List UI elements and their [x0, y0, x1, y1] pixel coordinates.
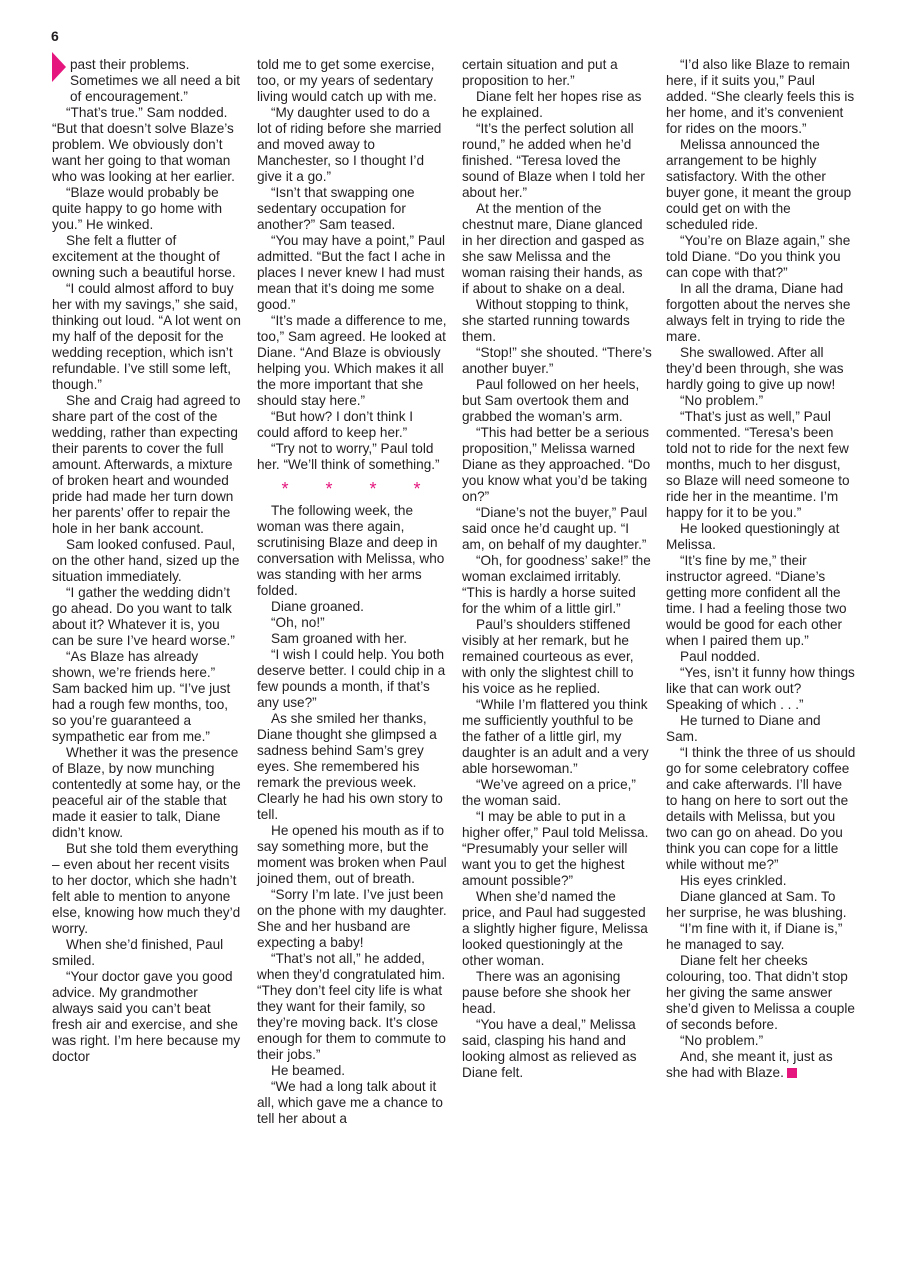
paragraph: She swallowed. After all they’d been through, she was hardly going to give up now! [666, 345, 844, 392]
final-paragraph [666, 1049, 856, 1081]
paragraph: “Yes, isn’t it funny how things like that can work out? Speaking of which . . .” [666, 665, 855, 712]
paragraph: “That’s not all,” he added, when they’d congratulated him. “They don’t feel city life is what they want for their family, so they’re moving back. It’s close enough for them to commute to their jobs.” [257, 951, 446, 1062]
paragraph: “You’re on Blaze again,” she told Diane. “Do you think you can cope with that?” [666, 233, 851, 280]
paragraph: At the mention of the chestnut mare, Diane glanced in her direction and gasped as she saw Melissa and the woman raising their hands, as if about to shake on a deal. [462, 201, 645, 296]
section-break: * * * * [281, 479, 437, 499]
paragraph: “Try not to worry,” Paul told her. “We’ll think of something.” [257, 441, 440, 472]
paragraph: “I may be able to put in a higher offer,” Paul told Melissa. “Presumably your seller will want you to get the highest amount possible?” [462, 809, 649, 888]
paragraph: “No problem.” [680, 1033, 764, 1048]
paragraph: “Blaze would probably be quite happy to go home with you.” He winked. [52, 185, 223, 232]
paragraph: certain situation and put a proposition to her.” [462, 57, 618, 88]
text-column-4 [666, 57, 856, 1081]
paragraph: Melissa announced the arrangement to be highly satisfactory. With the other buyer gone, it meant the group could get on with the scheduled ride. [666, 137, 852, 232]
paragraph: When she’d named the price, and Paul had suggested a slightly higher figure, Melissa looked questioningly at the other woman. [462, 889, 648, 968]
paragraph: There was an agonising pause before she shook her head. [462, 969, 631, 1016]
paragraph: “Sorry I’m late. I’ve just been on the phone with my daughter. She and her husband are expecting a baby! [257, 887, 447, 950]
paragraph: His eyes crinkled. [680, 873, 787, 888]
paragraph: He turned to Diane and Sam. [666, 713, 821, 744]
paragraph: “We’ve agreed on a price,” the woman said. [462, 777, 636, 808]
paragraph: “You have a deal,” Melissa said, clasping his hand and looking almost as relieved as Diane felt. [462, 1017, 637, 1080]
text-column-2 [257, 57, 447, 1127]
paragraph: Diane felt her cheeks colouring, too. That didn’t stop her giving the same answer she’d given to Melissa a couple of seconds before. [666, 953, 855, 1032]
paragraph: “It’s the perfect solution all round,” he added when he’d finished. “Teresa loved the sound of Blaze when I told her about her.” [462, 121, 645, 200]
paragraph: “Stop!” she shouted. “There’s another buyer.” [462, 345, 652, 376]
paragraph: “It’s fine by me,” their instructor agreed. “Diane’s getting more confident all the time. I had a feeling those two would be good for each other when I paired them up.” [666, 553, 847, 648]
paragraph: “I’m fine with it, if Diane is,” he managed to say. [666, 921, 843, 952]
paragraph: She and Craig had agreed to share part of the cost of the wedding, rather than expecting their parents to cover the full amount. Afterwards, a mixture of broken heart and wounded pride had made her turn down her parents’ offer to repair the hole in her bank account. [52, 393, 241, 536]
paragraph: Paul nodded. [680, 649, 761, 664]
paragraph: Diane glanced at Sam. To her surprise, he was blushing. [666, 889, 847, 920]
paragraph: Sam looked confused. Paul, on the other hand, sized up the situation immediately. [52, 537, 240, 584]
paragraph: “You may have a point,” Paul admitted. “But the fact I ache in places I never knew I had must mean that it’s doing me some good.” [257, 233, 446, 312]
paragraph: “My daughter used to do a lot of riding before she married and moved away to Manchester, so I thought I’d give it a go.” [257, 105, 442, 184]
paragraph: Diane felt her hopes rise as he explained. [462, 89, 642, 120]
paragraph: When she’d finished, Paul smiled. [52, 937, 224, 968]
paragraph: “Oh, no!” [271, 615, 325, 630]
paragraph: Paul’s shoulders stiffened visibly at her remark, but he remained courteous as ever, with only the slightest chill to his voice as he replied. [462, 617, 634, 696]
paragraph: Paul followed on her heels, but Sam overtook them and grabbed the woman’s arm. [462, 377, 640, 424]
text-column-3 [462, 57, 652, 1081]
paragraph: “But how? I don’t think I could afford to keep her.” [257, 409, 414, 440]
paragraph: “I wish I could help. You both deserve better. I could chip in a few pounds a month, if that’s any use?” [257, 647, 446, 710]
paragraph: He beamed. [271, 1063, 346, 1078]
paragraph: “This had better be a serious proposition,” Melissa warned Diane as they approached. “Do you know what you’d be taking on?” [462, 425, 651, 504]
end-of-story-icon [787, 1068, 797, 1078]
paragraph: He looked questioningly at Melissa. [666, 521, 840, 552]
paragraph: “While I’m flattered you think me sufficiently youthful to be the father of a little girl, my daughter is an adult and a very able horsewoman.” [462, 697, 649, 776]
paragraph: “I’d also like Blaze to remain here, if it suits you,” Paul added. “She clearly feels this is her home, and it’s convenient for rides on the moors.” [666, 57, 855, 136]
final-paragraph-text: And, she meant it, just as she had with Blaze. [666, 1049, 833, 1080]
paragraph: “It’s made a difference to me, too,” Sam agreed. He looked at Diane. “And Blaze is obviously helping you. Which makes it all the more important that she should stay here.” [257, 313, 447, 408]
paragraph: As she smiled her thanks, Diane thought she glimpsed a sadness behind Sam’s grey eyes. She remembered his remark the previous week. Clearly he had his own story to tell. [257, 711, 443, 822]
paragraph: “I think the three of us should go for some celebratory coffee and cake afterwards. I’ll have to hang on here to sort out the details with Melissa, but you two can go on ahead. Do you think you can cope for a little while without me?” [666, 745, 856, 872]
paragraph: “Oh, for goodness’ sake!” the woman exclaimed irritably. “This is hardly a horse suited for the whim of a little girl.” [462, 553, 651, 616]
paragraph: “I gather the wedding didn’t go ahead. Do you want to talk about it? Whatever it is, you can be sure I’ve heard worse.” [52, 585, 235, 648]
paragraph: But she told them everything – even about her recent visits to her doctor, which she hadn’t felt able to mention to anyone else, knowing how much they’d worry. [52, 841, 241, 936]
paragraph: Without stopping to think, she started running towards them. [462, 297, 630, 344]
paragraph: Diane groaned. [271, 599, 364, 614]
paragraph: She felt a flutter of excitement at the thought of owning such a beautiful horse. [52, 233, 236, 280]
paragraph: “No problem.” [680, 393, 764, 408]
text-column-1 [52, 57, 242, 1065]
paragraph: He opened his mouth as if to say something more, but the moment was broken when Paul joined them, out of breath. [257, 823, 447, 886]
paragraph: “I could almost afford to buy her with my savings,” she said, thinking out loud. “A lot went on my half of the deposit for the wedding reception, which isn’t refundable. I’ve still some left, though.” [52, 281, 241, 392]
page-number: 6 [51, 28, 59, 44]
paragraph: “We had a long talk about it all, which gave me a chance to tell her about a [257, 1079, 443, 1126]
paragraph: “Isn’t that swapping one sedentary occupation for another?” Sam teased. [257, 185, 415, 232]
paragraph: “Diane’s not the buyer,” Paul said once he’d caught up. “I am, on behalf of my daughter.” [462, 505, 648, 552]
paragraph: “That’s just as well,” Paul commented. “Teresa’s been told not to ride for the next few months, much to her disgust, so Blaze will need someone to ride her in the meantime. I’m happy for it to be you.” [666, 409, 850, 520]
paragraph: Sam groaned with her. [271, 631, 408, 646]
paragraph: told me to get some exercise, too, or my years of sedentary living would catch up with me. [257, 57, 437, 104]
paragraph: “Your doctor gave you good advice. My grandmother always said you can’t beat fresh air and exercise, and she was right. I’m here because my doctor [52, 969, 241, 1064]
paragraph: The following week, the woman was there again, scrutinising Blaze and deep in conversation with Melissa, who was standing with her arms folded. [257, 503, 445, 598]
paragraph: past their problems. Sometimes we all need a bit of encouragement.” [70, 57, 241, 104]
paragraph: “As Blaze has already shown, we’re friends here.” Sam backed him up. “I’ve just had a rough few months, too, so you’re guaranteed a sympathetic ear from me.” [52, 649, 231, 744]
paragraph: In all the drama, Diane had forgotten about the nerves she always felt in trying to ride the mare. [666, 281, 851, 344]
paragraph: “That’s true.” Sam nodded. “But that doesn’t solve Blaze’s problem. We obviously don’t want her going to that woman who was looking at her earlier. [52, 105, 235, 184]
paragraph: Whether it was the presence of Blaze, by now munching contentedly at some hay, or the peaceful air of the stable that made it easier to talk, Diane didn’t know. [52, 745, 241, 840]
